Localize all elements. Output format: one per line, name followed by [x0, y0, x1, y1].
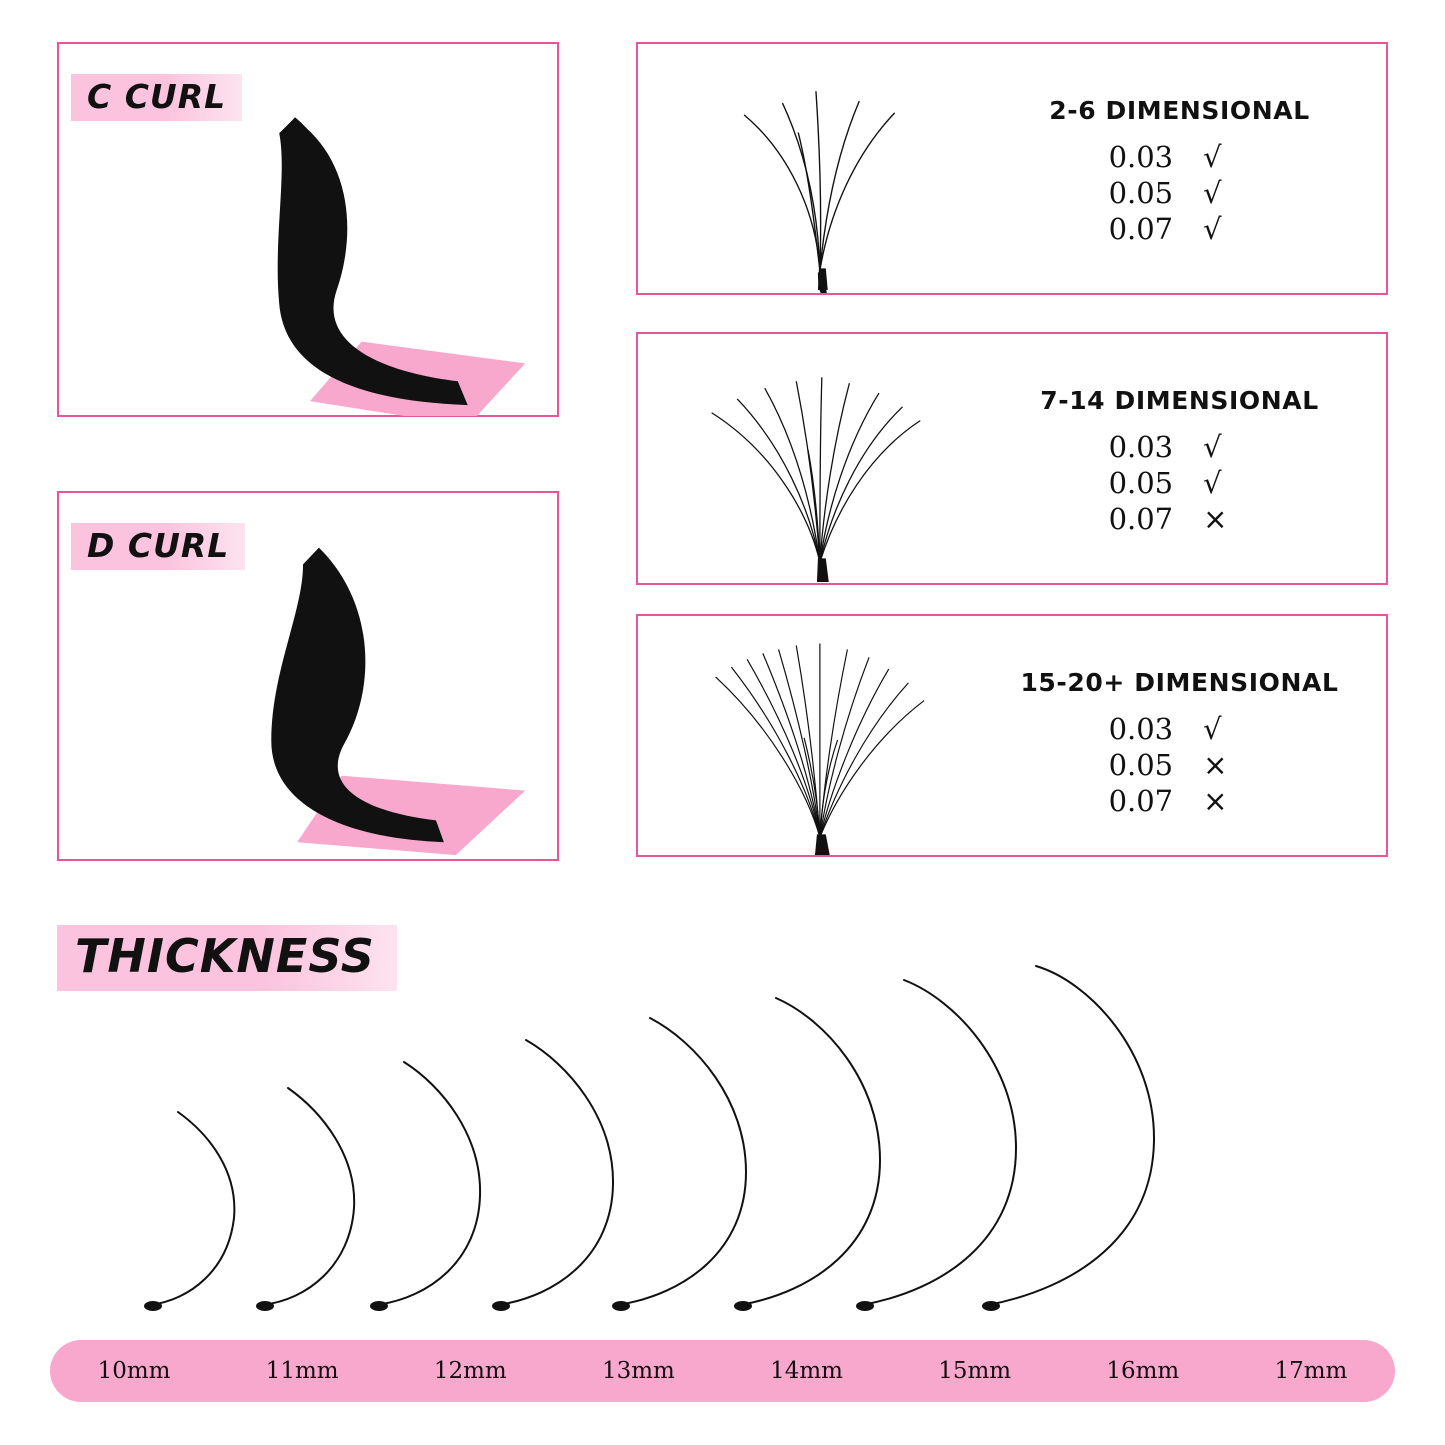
lash-curve-17mm — [988, 966, 1154, 1305]
spec-row — [1070, 712, 1290, 746]
dimensional-info-7-14 — [983, 334, 1386, 583]
dimensional-panel-15-20 — [636, 614, 1388, 857]
dimensional-title: 7-14 DIMENSIONAL — [1040, 386, 1319, 415]
d-curl-panel — [57, 491, 559, 861]
size-label-15mm: 15mm — [938, 1358, 1012, 1384]
spec-availability-mark: √ — [1203, 176, 1222, 210]
spec-list — [983, 140, 1376, 248]
spec-row — [1070, 748, 1290, 782]
size-label-12mm: 12mm — [433, 1358, 507, 1384]
spec-row — [1070, 784, 1290, 818]
lash-fan-7-14-icon — [648, 334, 978, 583]
spec-list — [983, 430, 1376, 538]
lash-curve-12mm — [376, 1062, 480, 1305]
lash-length-comparison-graphic — [50, 960, 1400, 1340]
c-curl-label: C CURL — [71, 74, 242, 121]
spec-availability-mark: √ — [1203, 712, 1222, 746]
thickness-section-label: THICKNESS — [57, 925, 397, 991]
lash-curve-13mm — [498, 1040, 613, 1305]
c-curl-panel — [57, 42, 559, 417]
spec-thickness-value: 0.07 — [1108, 502, 1174, 536]
spec-row — [1070, 430, 1290, 464]
dimensional-panel-2-6 — [636, 42, 1388, 295]
dimensional-info-15-20 — [983, 616, 1386, 855]
lash-curve-15mm — [740, 998, 880, 1305]
dimensional-title: 15-20+ DIMENSIONAL — [1020, 668, 1339, 697]
spec-thickness-value: 0.03 — [1108, 140, 1174, 174]
lash-curve-11mm — [262, 1088, 354, 1305]
spec-row — [1070, 502, 1290, 536]
size-label-16mm: 16mm — [1106, 1358, 1180, 1384]
spec-availability-mark: √ — [1203, 140, 1222, 174]
spec-row — [1070, 176, 1290, 210]
spec-row — [1070, 140, 1290, 174]
spec-thickness-value: 0.03 — [1108, 712, 1174, 746]
size-label-11mm: 11mm — [265, 1358, 339, 1384]
dimensional-info-2-6 — [983, 44, 1386, 293]
lash-fan-15-20-icon — [648, 616, 978, 855]
spec-row — [1070, 212, 1290, 246]
lash-curve-14mm — [618, 1018, 746, 1305]
lash-curve-16mm — [862, 980, 1016, 1305]
spec-availability-mark: × — [1203, 502, 1228, 536]
spec-thickness-value: 0.05 — [1108, 466, 1174, 500]
size-label-10mm: 10mm — [97, 1358, 171, 1384]
spec-availability-mark: √ — [1203, 430, 1222, 464]
lash-size-legend-bar — [50, 1340, 1395, 1402]
spec-availability-mark: × — [1203, 784, 1228, 818]
size-label-14mm: 14mm — [770, 1358, 843, 1384]
lash-curve-10mm — [150, 1112, 234, 1305]
dimensional-title: 2-6 DIMENSIONAL — [1049, 96, 1310, 125]
spec-thickness-value: 0.05 — [1108, 748, 1174, 782]
spec-availability-mark: √ — [1203, 466, 1222, 500]
size-label-13mm: 13mm — [601, 1358, 675, 1384]
spec-thickness-value: 0.07 — [1108, 784, 1174, 818]
spec-thickness-value: 0.05 — [1108, 176, 1174, 210]
spec-list — [983, 712, 1376, 820]
spec-row — [1070, 466, 1290, 500]
spec-thickness-value: 0.03 — [1108, 430, 1174, 464]
dimensional-panel-7-14 — [636, 332, 1388, 585]
spec-availability-mark: √ — [1203, 212, 1222, 246]
size-label-17mm: 17mm — [1274, 1358, 1348, 1384]
d-curl-label: D CURL — [71, 523, 245, 570]
lash-fan-2-6-icon — [648, 44, 978, 293]
spec-availability-mark: × — [1203, 748, 1228, 782]
spec-thickness-value: 0.07 — [1108, 212, 1174, 246]
